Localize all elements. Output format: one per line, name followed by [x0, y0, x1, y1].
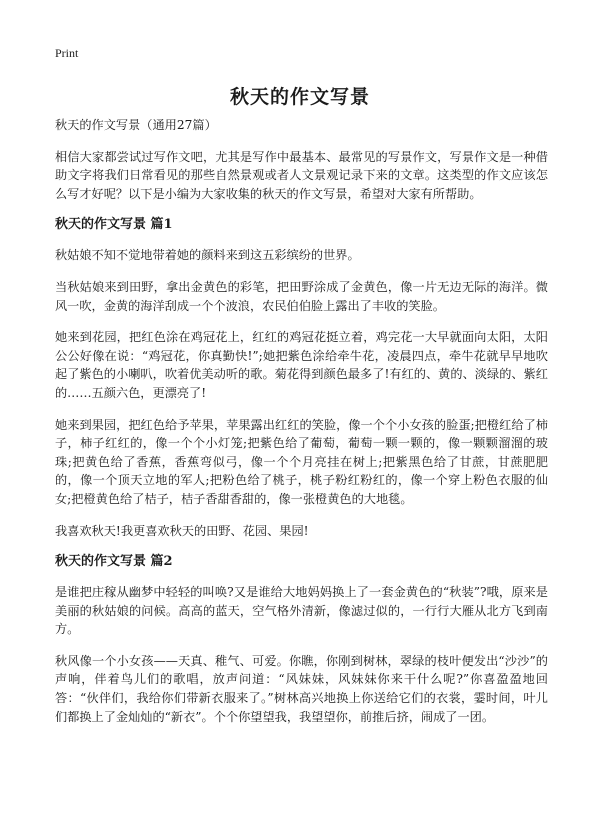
article-title: 秋天的作文写景 [229, 86, 370, 108]
article-subtitle: 秋天的作文写景（通用27篇） [55, 118, 217, 132]
paragraph: 秋姑娘不知不觉地带着她的颜料来到这五彩缤纷的世界。 [55, 248, 360, 263]
paragraph: 她来到花园，把红色涂在鸡冠花上，红红的鸡冠花挺立着，鸡完花一大早就面向太阳，太阳公公好像在说：“鸡冠花，你真勤快!”;她把紫色涂给牵牛花，凌晨四点，牵牛花就早早地吹起了紫色的小喇叭，吹着优美动听的歌。菊花得到颜色最多了!有红的、黄的、淡绿的、紫红的……五颜六色，更漂亮了! [55, 330, 548, 400]
paragraph: 是谁把庄稼从幽梦中轻轻的叫唤?又是谁给大地妈妈换上了一套金黄色的“秋装”?哦，原来是美丽的秋姑娘的问候。高高的蓝天，空气格外清新，像滤过似的，一行行大雁从北方飞到南方。 [55, 585, 548, 637]
paragraph: 秋风像一个小女孩——天真、稚气、可爱。你瞧，你刚到树林，翠绿的枝叶便发出“沙沙”的声响，伴着鸟儿们的歌唱，放声问道：“风妹妹，风妹妹你来干什么呢?”你喜盈盈地回答：“伙伴们，我给你们带新衣服来了。”树林高兴地换上你送给它们的衣裳，霎时间，叶儿们都换上了金灿灿的“新衣”。个个你望望我，我望望你，前推后挤，闹成了一团。 [55, 653, 548, 724]
paragraph: 我喜欢秋天!我更喜欢秋天的田野、花园、果园! [55, 523, 309, 538]
article-body [55, 116, 548, 739]
paragraph: 当秋姑娘来到田野，拿出金黄色的彩笔，把田野涂成了金黄色，像一片无边无际的海洋。微风一吹，金黄的海洋刮成一个个波浪，农民伯伯脸上露出了丰收的笑脸。 [55, 279, 548, 313]
intro-paragraph: 相信大家都尝试过写作文吧，尤其是写作中最基本、最常见的写景作文，写景作文是一种借助文字将我们日常看见的那些自然景观或者人文景观记录下来的文章。这类型的作文应该怎么写才好呢？以下是小编为大家收集的秋天的作文写景，希望对大家有所帮助。 [55, 149, 548, 201]
section-heading-1: 秋天的作文写景 篇1 [55, 217, 173, 233]
print-link[interactable]: Print [55, 46, 79, 60]
paragraph: 她来到果园，把红色给予苹果，苹果露出红红的笑脸，像一个个小女孩的脸蛋;把橙红给了柿子，柿子红红的，像一个个小灯笼;把紫色给了葡萄，葡萄一颗一颗的，像一颗颗溜溜的玻珠;把黄色给了香蕉，香蕉弯似弓，像一个个月亮挂在树上;把紫黑色给了甘蔗，甘蔗肥肥的，像一个顶天立地的军人;把粉色给了桃子，桃子粉红粉红的，像一个穿上粉色衣服的仙女;把橙黄色给了桔子，桔子香甜香甜的，像一张橙黄色的大地毯。 [55, 417, 548, 506]
section-heading-2: 秋天的作文写景 篇2 [55, 554, 173, 570]
